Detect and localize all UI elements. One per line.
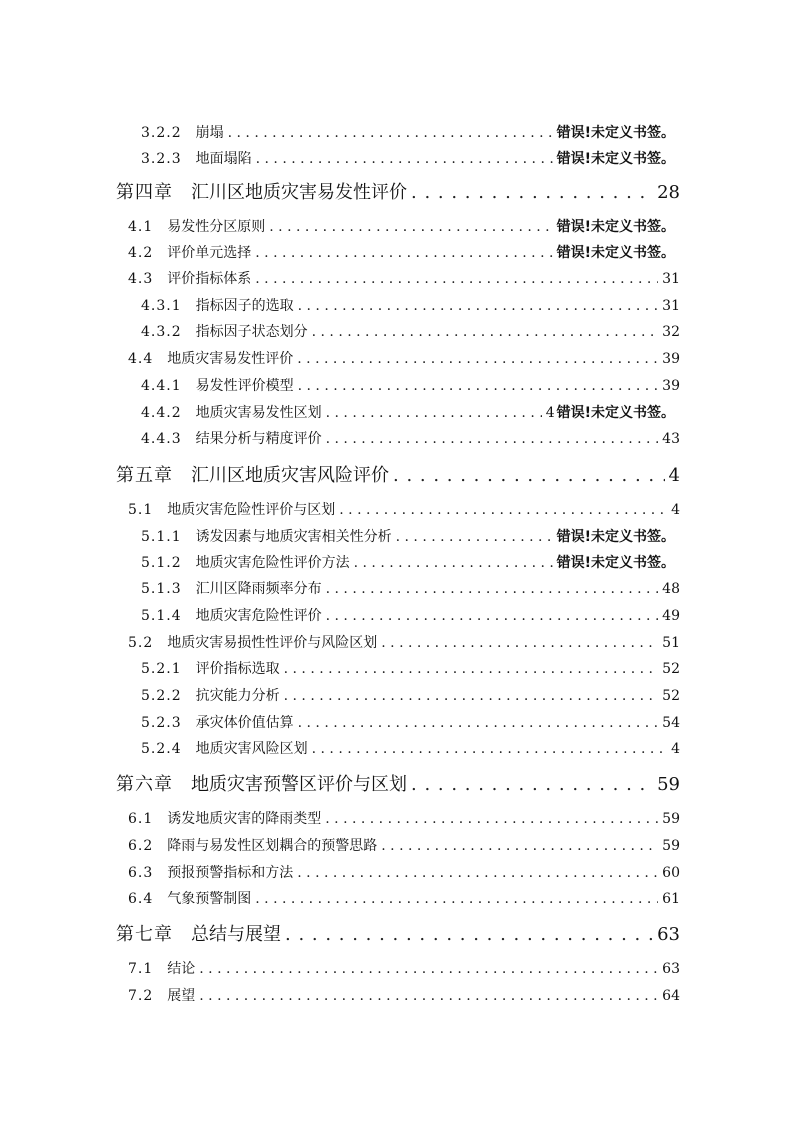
- toc-entry-title: 地质灾害预警区评价与区划: [191, 774, 407, 795]
- toc-entry-number: 4.4: [128, 351, 154, 367]
- toc-leader-dots: [297, 865, 658, 881]
- toc-entry-number: 6.2: [128, 838, 154, 854]
- toc-entry-number: 6.4: [128, 891, 154, 907]
- toc-leader-dots: [326, 581, 659, 597]
- toc-entry-page: 错误!未定义书签。: [556, 405, 675, 421]
- toc-entry-title: 地质灾害危险性评价: [195, 608, 322, 624]
- toc-entry-title: 气象预警制图: [167, 891, 252, 907]
- toc-leader-dots: [255, 271, 658, 287]
- toc-entry-title: 展望: [167, 988, 196, 1004]
- toc-leader-dots: [312, 741, 667, 757]
- toc-entry-page: 31: [662, 298, 680, 314]
- toc-entry[interactable]: [141, 321, 680, 341]
- toc-entry[interactable]: [128, 808, 680, 828]
- toc-entry-title: 地质灾害易损性性评价与风险区划: [167, 635, 378, 651]
- toc-entry-title: 地质灾害危险性评价方法: [195, 555, 350, 571]
- toc-entry-page: 32: [662, 324, 680, 340]
- toc-entry-page: 59: [662, 838, 680, 854]
- toc-entry-page: 43: [662, 431, 680, 447]
- toc-chapter-entry[interactable]: [116, 178, 680, 204]
- toc-leader-dots: [411, 774, 653, 795]
- toc-entry[interactable]: [128, 348, 680, 368]
- toc-entry-title: 结果分析与精度评价: [195, 431, 322, 447]
- toc-leader-dots: [255, 245, 552, 261]
- toc-entry-number: 3.2.3: [141, 151, 182, 167]
- toc-entry[interactable]: [141, 122, 675, 142]
- toc-entry-title: 地质灾害易发性评价: [167, 351, 294, 367]
- toc-entry-number: 第四章: [116, 182, 173, 203]
- toc-entry[interactable]: [128, 499, 680, 519]
- toc-entry-title: 抗灾能力分析: [195, 688, 280, 704]
- toc-entry-page: 60: [662, 865, 680, 881]
- toc-entry-number: 第六章: [116, 774, 173, 795]
- toc-entry[interactable]: [128, 862, 680, 882]
- toc-leader-dots: [326, 405, 542, 421]
- toc-entry-title: 汇川区地质灾害易发性评价: [191, 182, 407, 203]
- toc-entry-title: 评价单元选择: [167, 245, 252, 261]
- toc-entry-page: 4: [671, 741, 680, 757]
- toc-leader-dots: [339, 502, 667, 518]
- toc-leader-dots: [298, 298, 659, 314]
- toc-entry-number: 6.3: [128, 865, 154, 881]
- toc-entry-number: 5.2: [128, 635, 154, 651]
- toc-entry-number: 5.2.2: [141, 688, 182, 704]
- toc-entry-number: 第五章: [116, 465, 173, 486]
- toc-entry[interactable]: [128, 835, 680, 855]
- toc-entry-title: 指标因子的选取: [195, 298, 294, 314]
- toc-entry-page: 61: [662, 891, 680, 907]
- toc-entry-number: 5.1.3: [141, 581, 182, 597]
- toc-entry-number: 5.2.4: [141, 741, 182, 757]
- toc-entry-number: 5.2.1: [141, 661, 182, 677]
- toc-entry-number: 4.3: [128, 271, 154, 287]
- toc-entry-title: 指标因子状态划分: [195, 324, 308, 340]
- toc-entry-title: 结论: [167, 961, 196, 977]
- toc-entry[interactable]: [141, 148, 675, 168]
- toc-entry-title: 诱发因素与地质灾害相关性分析: [195, 529, 392, 545]
- toc-entry-number: 7.1: [128, 961, 154, 977]
- toc-entry-number: 6.1: [128, 811, 154, 827]
- toc-entry-page: 49: [662, 608, 680, 624]
- toc-entry[interactable]: [128, 632, 680, 652]
- toc-entry-title: 降雨与易发性区划耦合的预警思路: [167, 838, 378, 854]
- toc-entry-page: 错误!未定义书签。: [556, 555, 675, 571]
- toc-leader-dots: [298, 378, 659, 394]
- toc-entry-title: 预报预警指标和方法: [167, 865, 294, 881]
- toc-leader-dots: [298, 715, 659, 731]
- toc-leader-dots: [269, 219, 552, 235]
- toc-entry-title: 诱发地质灾害的降雨类型: [167, 811, 322, 827]
- toc-entry-number: 4.4.1: [141, 378, 182, 394]
- toc-entry-number: 4.4.2: [141, 405, 182, 421]
- toc-entry-page: 64: [662, 988, 680, 1004]
- toc-entry-number: 4.2: [128, 245, 154, 261]
- toc-leader-dots: [396, 529, 553, 545]
- toc-entry[interactable]: [141, 552, 675, 572]
- toc-entry[interactable]: [141, 526, 675, 546]
- toc-entry-page: 51: [662, 635, 680, 651]
- toc-entry-number: 5.1.2: [141, 555, 182, 571]
- toc-entry-number: 5.1.1: [141, 529, 182, 545]
- toc-leader-dots: [381, 838, 658, 854]
- toc-leader-dots: [285, 924, 653, 945]
- toc-leader-dots: [312, 324, 659, 340]
- toc-entry[interactable]: [141, 295, 680, 315]
- toc-entry-title: 地质灾害风险区划: [195, 741, 308, 757]
- toc-entry-title: 地面塌陷: [195, 151, 252, 167]
- toc-entry-number: 4.4.3: [141, 431, 182, 447]
- toc-entry-number: 4.3.1: [141, 298, 182, 314]
- toc-entry-page: 48: [662, 581, 680, 597]
- toc-leader-dots: [411, 182, 653, 203]
- toc-entry-title: 易发性评价模型: [195, 378, 294, 394]
- toc-entry-title: 易发性分区原则: [167, 219, 266, 235]
- toc-entry-title: 地质灾害易发性区划: [195, 405, 322, 421]
- toc-chapter-entry[interactable]: [116, 461, 680, 487]
- toc-entry-number: 3.2.2: [141, 125, 182, 141]
- toc-entry-page: 52: [662, 661, 680, 677]
- toc-leader-dots: [255, 891, 658, 907]
- toc-entry-title: 地质灾害危险性评价与区划: [167, 502, 336, 518]
- toc-entry-title: 评价指标体系: [167, 271, 252, 287]
- toc-leader-dots: [199, 988, 658, 1004]
- toc-entry[interactable]: [128, 985, 680, 1005]
- toc-entry-number: 5.1: [128, 502, 154, 518]
- toc-entry-page: 28: [657, 182, 680, 203]
- toc-entry-page: 59: [662, 811, 680, 827]
- toc-entry[interactable]: [128, 958, 680, 978]
- toc-entry[interactable]: [141, 375, 680, 395]
- toc-entry-title: 承灾体价值估算: [195, 715, 294, 731]
- toc-leader-dots: [284, 661, 659, 677]
- toc-entry-number: 5.2.3: [141, 715, 182, 731]
- toc-entry[interactable]: [141, 658, 680, 678]
- toc-entry-page: 39: [662, 351, 680, 367]
- toc-entry-page-prefix: 4: [545, 405, 555, 421]
- toc-entry-page: 63: [657, 924, 680, 945]
- toc-entry-page: 错误!未定义书签。: [556, 219, 675, 235]
- toc-leader-dots: [326, 431, 659, 447]
- toc-entry[interactable]: [141, 578, 680, 598]
- toc-entry-number: 7.2: [128, 988, 154, 1004]
- toc-entry-title: 评价指标选取: [195, 661, 280, 677]
- toc-entry[interactable]: [128, 242, 675, 262]
- toc-entry-number: 第七章: [116, 924, 173, 945]
- toc-entry-page: 错误!未定义书签。: [556, 245, 675, 261]
- toc-entry[interactable]: [141, 738, 680, 758]
- toc-entry-page: 错误!未定义书签。: [556, 529, 675, 545]
- toc-entry-title: 总结与展望: [191, 924, 281, 945]
- toc-leader-dots: [256, 151, 553, 167]
- toc-entry-title: 汇川区降雨频率分布: [195, 581, 322, 597]
- toc-entry[interactable]: [141, 428, 680, 448]
- toc-entry-title: 汇川区地质灾害风险评价: [191, 465, 389, 486]
- toc-entry-title: 崩塌: [195, 125, 224, 141]
- toc-entry[interactable]: [128, 268, 680, 288]
- toc-chapter-entry[interactable]: [116, 920, 680, 946]
- toc-entry[interactable]: [141, 402, 675, 422]
- toc-leader-dots: [381, 635, 658, 651]
- toc-entry[interactable]: [128, 216, 675, 236]
- toc-entry-page: 52: [662, 688, 680, 704]
- toc-leader-dots: [326, 608, 659, 624]
- toc-entry-page: 错误!未定义书签。: [556, 125, 675, 141]
- toc-entry-page: 63: [662, 961, 680, 977]
- toc-entry-page: 31: [662, 271, 680, 287]
- toc-entry-page: 4: [668, 465, 680, 486]
- toc-leader-dots: [325, 811, 658, 827]
- toc-leader-dots: [284, 688, 659, 704]
- toc-chapter-entry[interactable]: [116, 770, 680, 796]
- toc-entry-page: 39: [662, 378, 680, 394]
- toc-entry[interactable]: [141, 685, 680, 705]
- toc-entry[interactable]: [128, 888, 680, 908]
- toc-leader-dots: [199, 961, 658, 977]
- toc-leader-dots: [354, 555, 553, 571]
- toc-entry-page: 错误!未定义书签。: [556, 151, 675, 167]
- toc-entry-page: 54: [662, 715, 680, 731]
- toc-entry[interactable]: [141, 712, 680, 732]
- toc-leader-dots: [393, 465, 665, 486]
- toc-entry-number: 4.3.2: [141, 324, 182, 340]
- toc-entry[interactable]: [141, 605, 680, 625]
- toc-entry-number: 4.1: [128, 219, 154, 235]
- toc-entry-page: 59: [657, 774, 680, 795]
- toc-entry-number: 5.1.4: [141, 608, 182, 624]
- toc-leader-dots: [228, 125, 553, 141]
- toc-entry-page: 4: [671, 502, 680, 518]
- toc-leader-dots: [297, 351, 658, 367]
